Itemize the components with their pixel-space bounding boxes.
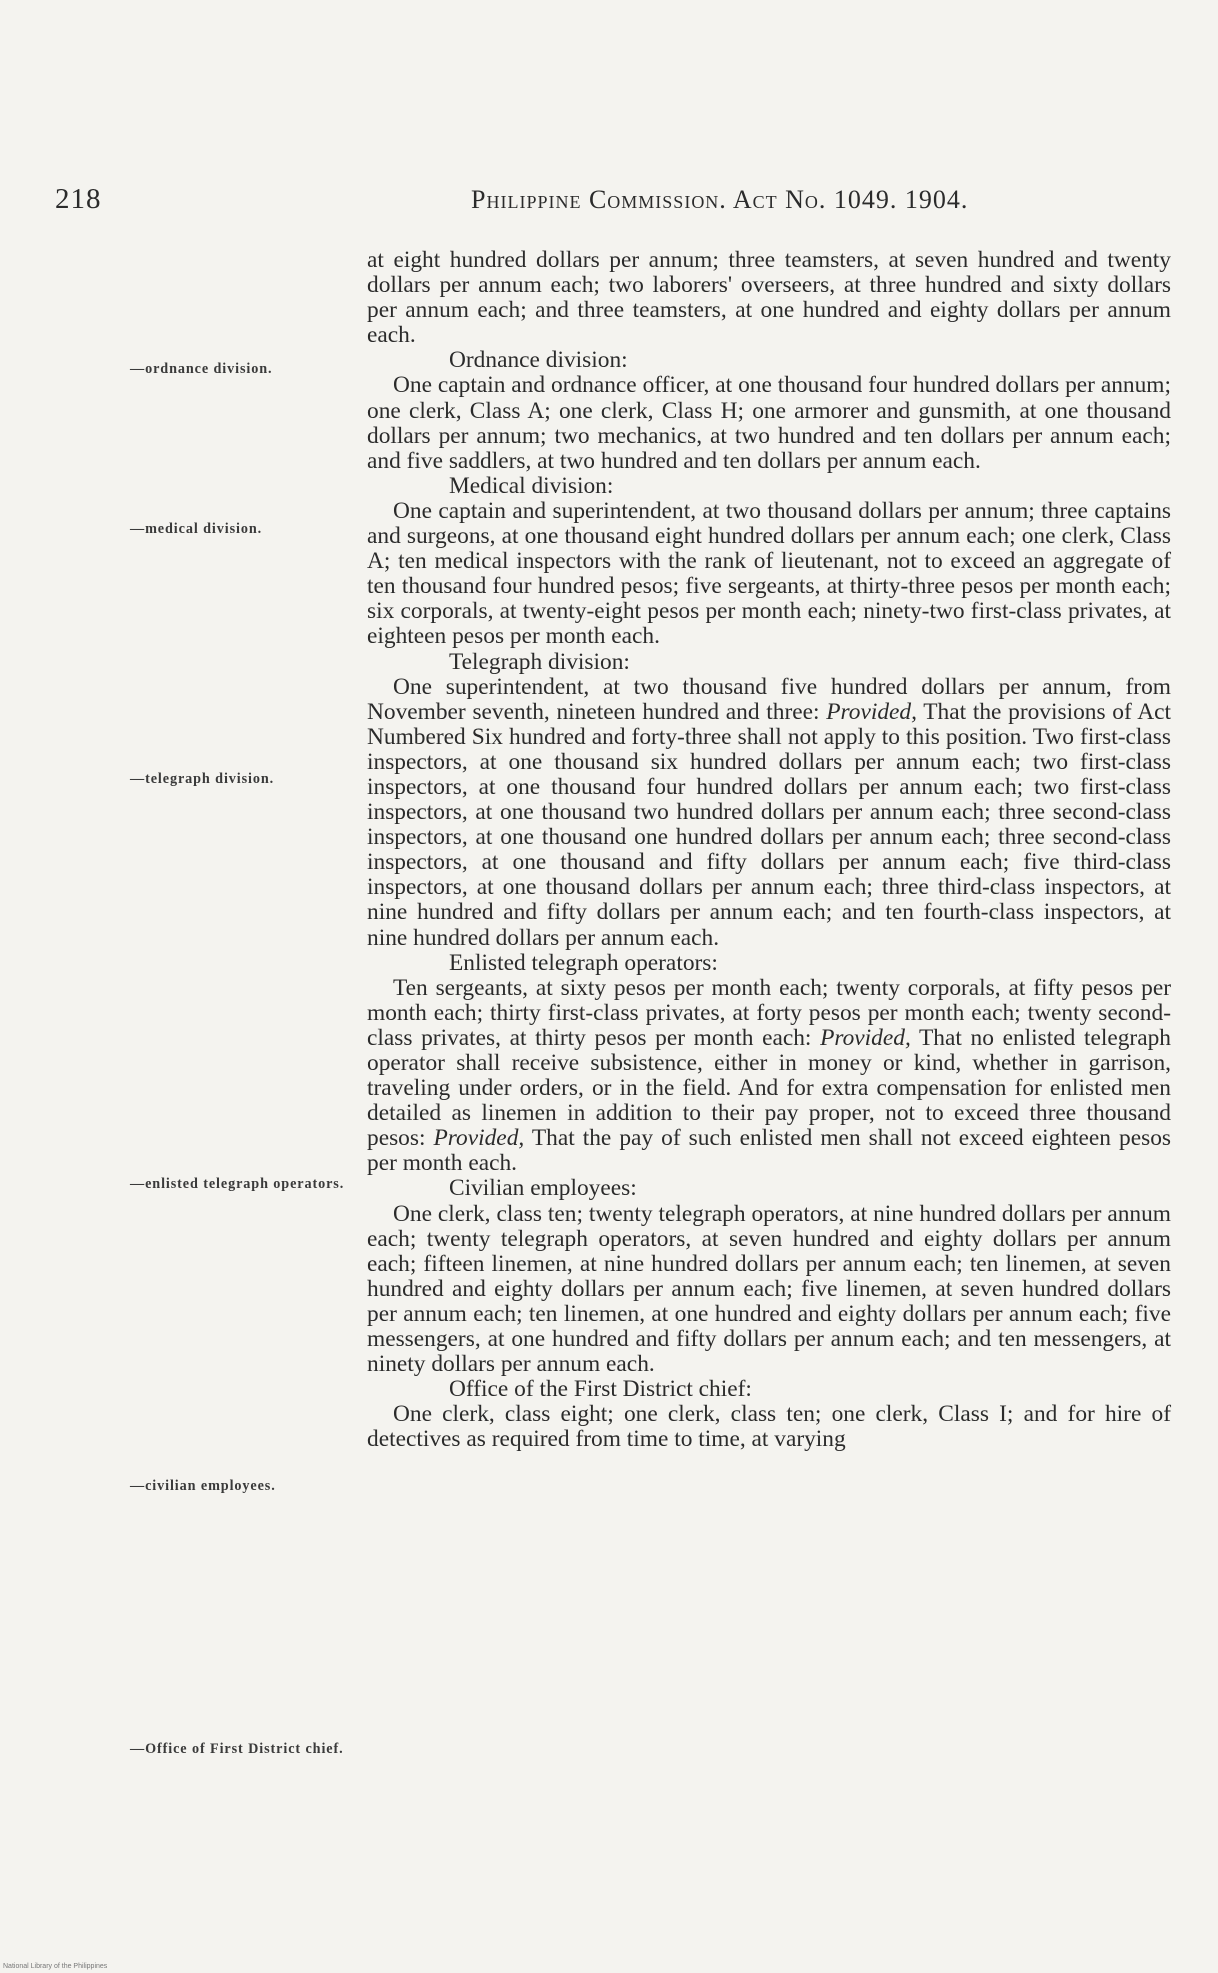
enlisted-text-2: That no enlisted telegraph operator shall receive subsistence, either in money or kind, whether in garrison, traveling under orders, or in the field. And for extra compensation for enlisted men detailed as linemen in addition to their pay proper, not to exceed three thousand pesos:	[367, 1024, 1171, 1152]
footer-source: National Library of the Philippines	[3, 1963, 108, 1970]
paragraph-medical: One captain and superintendent, at two thousand dollars per annum; three captains and surgeons, at one thousand eight hundred dollars per annum each; one clerk, Class A; ten medical inspectors with the rank of lieutenant, not to exceed an aggregate of ten thousand four hundred pesos; five sergeants, at thirty-three pesos per month each; six corporals, at twenty-eight pesos per month each; ninety-two first-class privates, at eighteen pesos per month each.	[367, 497, 1171, 650]
heading-medical: Medical division:	[449, 472, 614, 499]
paragraph-first-district: One clerk, class eight; one clerk, class ten; one clerk, Class I; and for hire of detectives as required from time to time, at varying	[367, 1401, 1171, 1453]
margin-note-ordnance: —ordnance division.	[130, 361, 273, 377]
running-head: Philippine Commission. Act No. 1049. 1904.	[471, 185, 969, 214]
paragraph-enlisted	[367, 976, 1171, 1177]
margin-note-first-district: —Office of First District chief.	[130, 1741, 344, 1757]
enlisted-text-1: Ten sergeants, at sixty pesos per month each; twenty corporals, at fifty pesos per month each; thirty first-class privates, at forty pesos per month each; twenty second-class privates, at thirty pesos per month each:	[367, 974, 1171, 1051]
telegraph-text-1: One superintendent, at two thousand five hundred dollars per annum, from November seventh, nineteen hundred and three:	[367, 673, 1171, 725]
heading-first-district: Office of the First District chief:	[449, 1376, 752, 1403]
provided-italic: Provided,	[433, 1125, 525, 1152]
heading-telegraph: Telegraph division:	[449, 648, 630, 675]
heading-ordnance: Ordnance division:	[449, 347, 628, 374]
margin-note-civilian: —civilian employees.	[130, 1478, 276, 1494]
provided-italic: Provided,	[826, 698, 917, 725]
telegraph-text-2: That the provisions of Act Numbered Six hundred and forty-three shall not apply to this position. Two first-class inspectors, at one thousand six hundred dollars per annum each; two first-class inspectors, at one thousand four hundred dollars per annum each; two first-class inspectors, at one thousand two hundred dollars per annum each; three second-class inspectors, at one thousand one hundred dollars per annum each; three second-class inspectors, at one thousand and fifty dollars per annum each; five third-class inspectors, at one thousand dollars per annum each; three third-class inspectors, at nine hundred and fifty dollars per annum each; and ten fourth-class inspectors, at nine hundred dollars per annum each.	[367, 698, 1171, 951]
body-text	[367, 248, 1171, 1453]
margin-note-telegraph: —telegraph division.	[130, 771, 275, 787]
page-number: 218	[55, 183, 102, 215]
margin-note-enlisted: —enlisted telegraph operators.	[130, 1176, 345, 1192]
paragraph-civilian: One clerk, class ten; twenty telegraph operators, at nine hundred dollars per annum each; twenty telegraph operators, at seven hundred and eighty dollars per annum each; fifteen linemen, at nine hundred dollars per annum each; ten linemen, at seven hundred and eighty dollars per annum each; five linemen, at seven hundred dollars per annum each; ten linemen, at one hundred and eighty dollars per annum each; five messengers, at one hundred and fifty dollars per annum each; and ten messengers, at ninety dollars per annum each.	[367, 1200, 1171, 1378]
paragraph-telegraph	[367, 675, 1171, 951]
page-header	[55, 183, 1095, 223]
enlisted-text-3: That the pay of such enlisted men shall not exceed eighteen pesos per month each.	[367, 1125, 1171, 1177]
heading-enlisted: Enlisted telegraph operators:	[449, 949, 718, 976]
paragraph-continuation: at eight hundred dollars per annum; three teamsters, at seven hundred and twenty dollars per annum each; two laborers' overseers, at three hundred and sixty dollars per annum each; and three teamsters, at one hundred and eighty dollars per annum each.	[367, 247, 1171, 349]
paragraph-ordnance: One captain and ordnance officer, at one thousand four hundred dollars per annum; one clerk, Class A; one clerk, Class H; one armorer and gunsmith, at one thousand dollars per annum; two mechanics, at two hundred and ten dollars per annum each; and five saddlers, at two hundred and ten dollars per annum each.	[367, 372, 1171, 474]
provided-italic: Provided,	[820, 1024, 911, 1051]
margin-note-medical: —medical division.	[130, 521, 263, 537]
heading-civilian: Civilian employees:	[449, 1175, 637, 1202]
